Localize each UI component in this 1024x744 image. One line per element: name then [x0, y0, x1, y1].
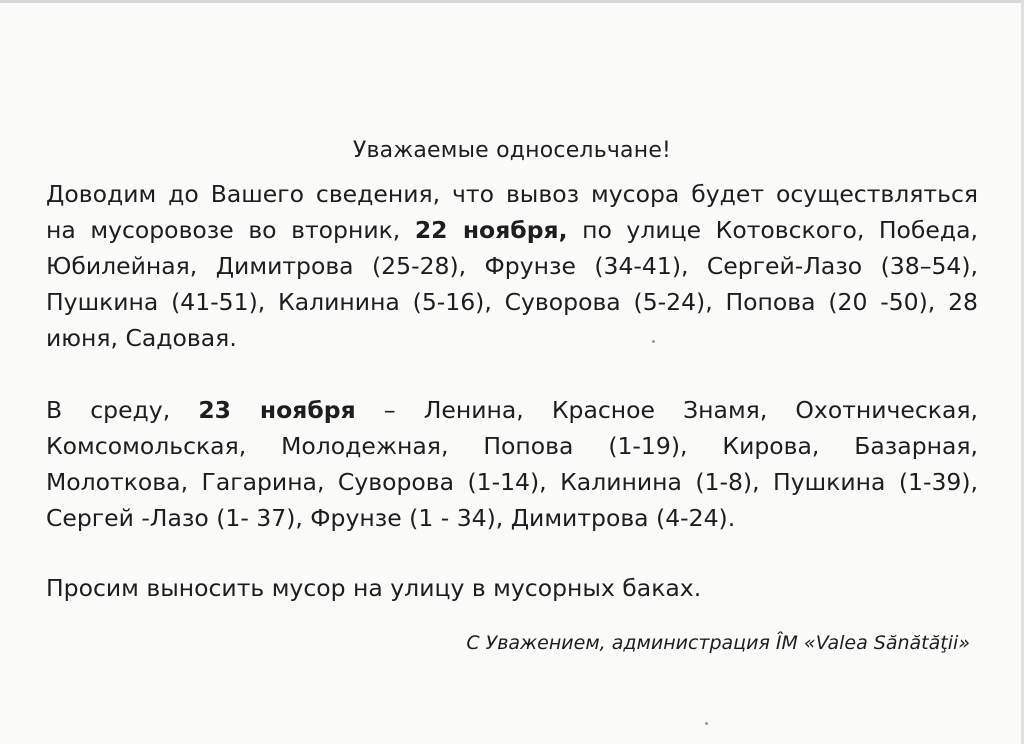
street-list-wednesday: – Ленина, Красное Знамя, Охотническая, Комсомольская, Молодежная, Попова (1-19), Кирова, Базарная, Молоткова, Гагарина, Суворова (1-14), Калинина (1-8), Пушкина (1-39), Сергей -Лазо (1- 37), Фрунзе (1 - 34), Димитрова (4-24). [46, 396, 978, 532]
schedule-paragraph-wednesday [46, 392, 978, 536]
scan-edge-top [0, 0, 1024, 3]
paragraph-text: Доводим до Вашего сведения, что вывоз мусора будет осуществляться на мусоровозе во вторник, [46, 180, 978, 244]
collection-date-wednesday: 23 ноября [198, 396, 356, 424]
collection-date-tuesday: 22 ноября, [414, 216, 568, 244]
request-paragraph: Просим выносить мусор на улицу в мусорных баках. [46, 574, 702, 602]
street-list-tuesday: по улице Котовского, Победа, Юбилейная, Димитрова (25-28), Фрунзе (34-41), Сергей-Лазо (38–54), Пушкина (41-51), Калинина (5-16), Суворова (5-24), Попова (20 -50), 28 июня, Садовая. [46, 216, 978, 352]
greeting-heading: Уважаемые односельчане! [352, 138, 672, 163]
scan-speck [705, 722, 708, 725]
signature-line: С Уважением, администрация ÎM «Valea Sănătăţii» [466, 632, 970, 654]
paragraph-text: В среду, [46, 396, 199, 424]
schedule-paragraph-tuesday [46, 176, 978, 356]
